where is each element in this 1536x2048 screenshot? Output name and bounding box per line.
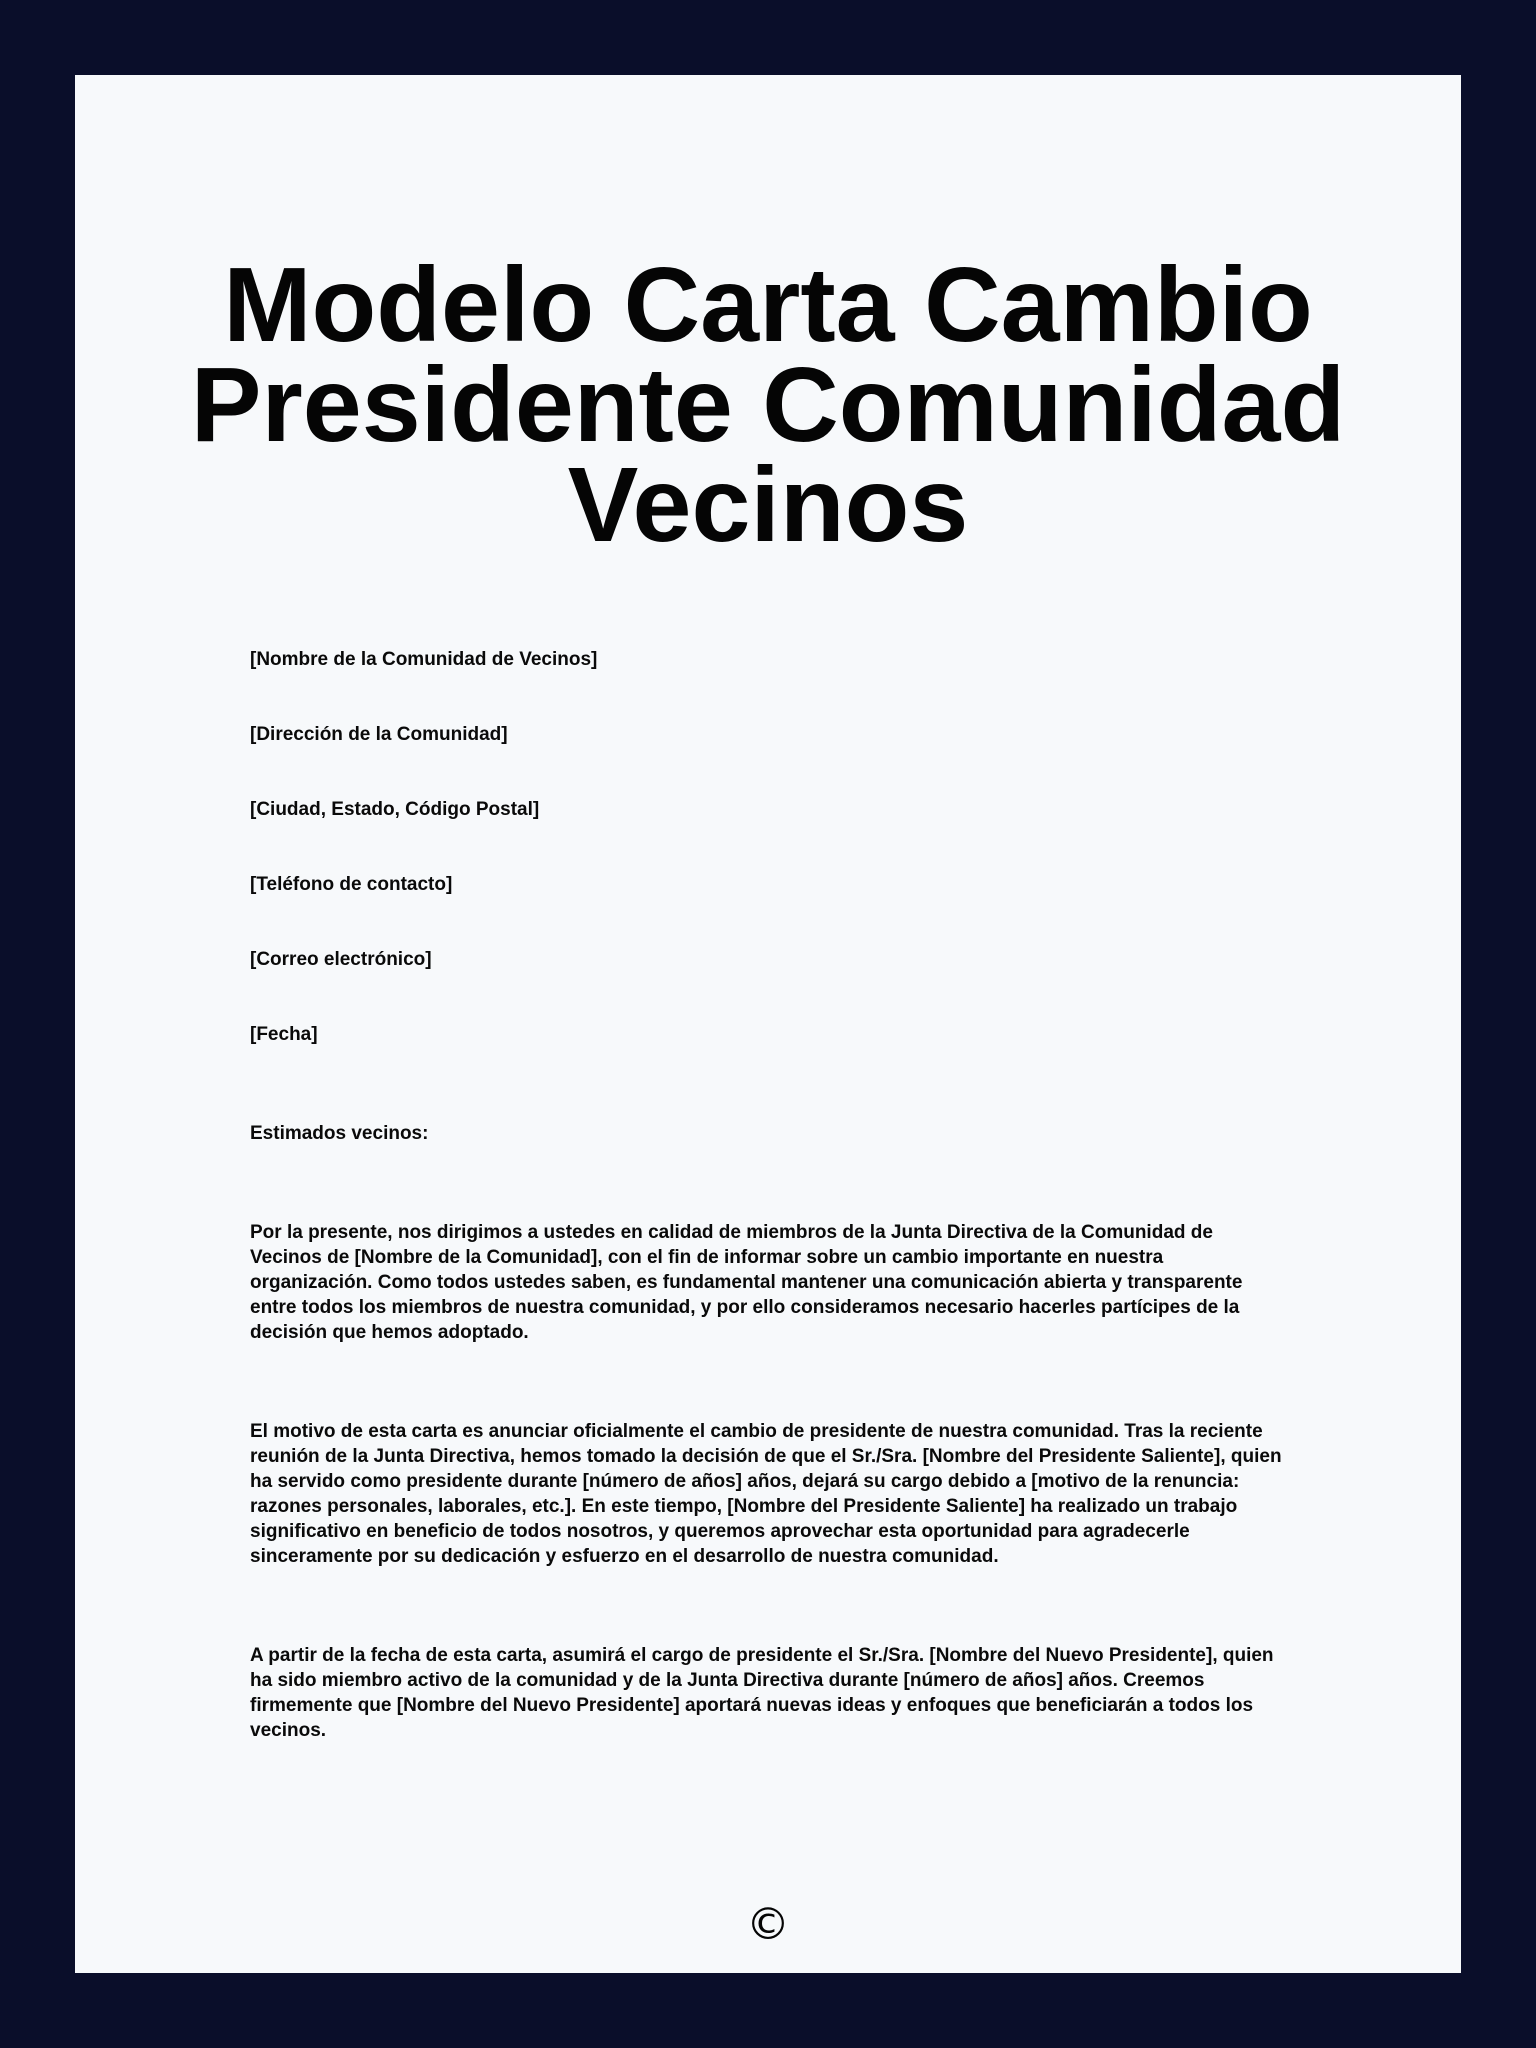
community-name-line: [Nombre de la Comunidad de Vecinos]	[250, 649, 598, 670]
document-title: Modelo Carta Cambio Presidente Comunidad Vecinos	[190, 246, 1346, 564]
email-line: [Correo electrónico]	[250, 949, 432, 970]
greeting: Estimados vecinos:	[250, 1123, 429, 1144]
phone-line: [Teléfono de contacto]	[250, 874, 453, 895]
document-page	[75, 75, 1461, 1973]
paragraph-new-president: A partir de la fecha de esta carta, asumirá el cargo de presidente el Sr./Sra. [Nombre del Nuevo Presidente], quien ha sido miembro activo de la comunidad y de la Junta Directiva durante [número de años] años. Creemos firmemente que [Nombre del Nuevo Presidente] aportará nuevas ideas y enfoques que beneficiarán a todos los vecinos.	[250, 1645, 1274, 1741]
community-address-line: [Dirección de la Comunidad]	[250, 724, 508, 745]
copyright-icon: ©	[746, 1899, 790, 1950]
city-state-zip-line: [Ciudad, Estado, Código Postal]	[250, 799, 540, 820]
paragraph-intro: Por la presente, nos dirigimos a ustedes en calidad de miembros de la Junta Directiva de la Comunidad de Vecinos de [Nombre de la Comunidad], con el fin de informar sobre un cambio importante en nuestra organización. Como todos ustedes saben, es fundamental mantener una comunicación abierta y transparente entre todos los miembros de nuestra comunidad, y por ello consideramos necesario hacerles partícipes de la decisión que hemos adoptado.	[250, 1222, 1243, 1343]
letter-body	[250, 647, 1290, 1743]
paragraph-outgoing-president: El motivo de esta carta es anunciar oficialmente el cambio de presidente de nuestra comunidad. Tras la reciente reunión de la Junta Directiva, hemos tomado la decisión de que el Sr./Sra. [Nombre del Presidente Saliente], quien ha servido como presidente durante [número de años] años, dejará su cargo debido a [motivo de la renuncia: razones personales, laborales, etc.]. En este tiempo, [Nombre del Presidente Saliente] ha realizado un trabajo significativo en beneficio de todos nosotros, y queremos aprovechar esta oportunidad para agradecerle sinceramente por su dedicación y esfuerzo en el desarrollo de nuestra comunidad.	[250, 1421, 1282, 1567]
date-line: [Fecha]	[250, 1024, 318, 1045]
